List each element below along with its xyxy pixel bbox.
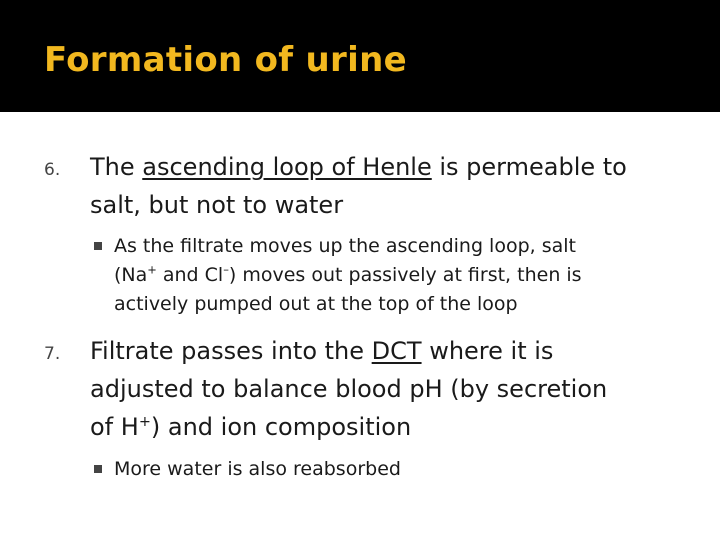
ascending-loop-term: ascending loop of Henle	[142, 153, 432, 181]
subpoint-line2-c: ) moves out passively at first, then is	[228, 264, 582, 286]
square-bullet-icon	[94, 242, 102, 250]
subpoint-line1: More water is also reabsorbed	[114, 458, 401, 480]
subpoint-line2-a: (Na	[114, 264, 148, 286]
item-number: 6.	[44, 160, 61, 180]
item-7-subpoint	[114, 455, 401, 484]
subpoint-line3: actively pumped out at the top of the loop	[114, 293, 518, 315]
sodium-charge: +	[147, 262, 157, 277]
item-number: 7.	[44, 344, 61, 364]
item-6-text	[90, 148, 627, 224]
item-6-line2: salt, but not to water	[90, 191, 344, 219]
title-bar	[0, 0, 720, 112]
item-7-line2: adjusted to balance blood pH (by secretion	[90, 375, 608, 403]
item-7-line3-b: ) and ion composition	[150, 413, 412, 441]
dct-term: DCT	[371, 337, 422, 365]
item-7-line1-pre: Filtrate passes into the	[90, 337, 372, 365]
item-7-line1-post: where it is	[421, 337, 554, 365]
square-bullet-icon	[94, 465, 102, 473]
item-6-subpoint	[114, 232, 582, 319]
item-7-text	[90, 332, 607, 446]
chloride-charge: –	[223, 262, 229, 277]
item-6-line1-pre: The	[90, 153, 143, 181]
item-7-line3-a: of H	[90, 413, 139, 441]
item-6-line1-post: is permeable to	[431, 153, 627, 181]
slide-title: Formation of urine	[44, 40, 407, 80]
subpoint-line2-b: and Cl	[156, 264, 224, 286]
subpoint-line1: As the filtrate moves up the ascending loop, salt	[114, 235, 576, 257]
hydrogen-charge: +	[138, 414, 151, 430]
